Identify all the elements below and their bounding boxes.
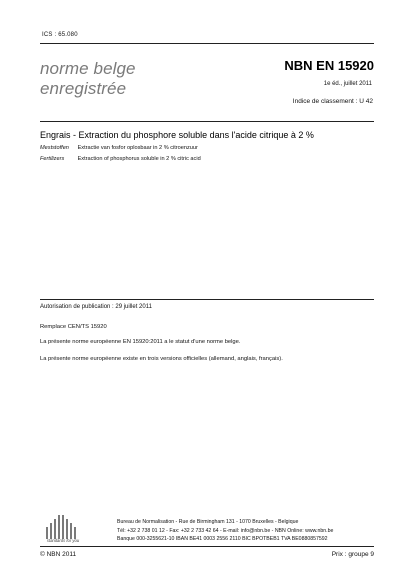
classification-index: Indice de classement : U 42 <box>292 98 373 105</box>
ics-code: ICS : 65.080 <box>42 32 78 38</box>
translation-text-en: Extraction of phosphorus soluble in 2 % citric acid <box>77 156 201 162</box>
title-translation-en <box>40 156 201 162</box>
translation-language-nl: Meststoffen <box>40 145 69 151</box>
contact-line: Tél: +32 2 738 01 12 - Fax: +32 2 733 42 64 - E-mail: info@nbn.be - NBN Online: www.nbn.be <box>117 527 334 534</box>
translation-text-nl: Extractie van fosfor oplosbaar in 2 % citroenzuur <box>77 145 198 151</box>
top-rule <box>40 43 374 44</box>
standard-number: NBN EN 15920 <box>284 58 374 73</box>
edition-date: 1e éd., juillet 2011 <box>323 81 372 87</box>
publisher-address <box>117 518 333 544</box>
brand-line-1: norme belge <box>40 59 136 78</box>
bottom-rule <box>40 546 374 547</box>
replaces-note: Remplace CEN/TS 15920 <box>40 324 107 330</box>
title-rule <box>40 121 374 122</box>
copyright: © NBN 2011 <box>40 551 77 558</box>
logo-caption: standards for you <box>46 538 80 543</box>
translation-language-en: Fertilizers <box>40 156 65 162</box>
versions-statement: La présente norme européenne existe en trois versions officielles (allemand, anglais, français). <box>40 356 283 362</box>
nbn-logo-icon <box>44 511 80 541</box>
brand-line-2: enregistrée <box>40 79 127 98</box>
address-line: Bureau de Normalisation - Rue de Birmingham 131 - 1070 Bruxelles - Belgique <box>117 519 299 525</box>
status-statement: La présente norme européenne EN 15920:2011 a le statut d'une norme belge. <box>40 339 241 345</box>
document-title: Engrais - Extraction du phosphore soluble dans l'acide citrique à 2 % <box>40 130 314 140</box>
publication-authorization: Autorisation de publication : 29 juillet 2011 <box>40 304 152 310</box>
authorization-rule <box>40 299 374 300</box>
title-translation-nl <box>40 145 198 151</box>
bank-line: Banque 000-3255621-10 IBAN BE41 0003 2556 2110 BIC BPOTBEB1 TVA BE0880857592 <box>117 536 328 543</box>
price-group: Prix : groupe 9 <box>331 551 374 558</box>
